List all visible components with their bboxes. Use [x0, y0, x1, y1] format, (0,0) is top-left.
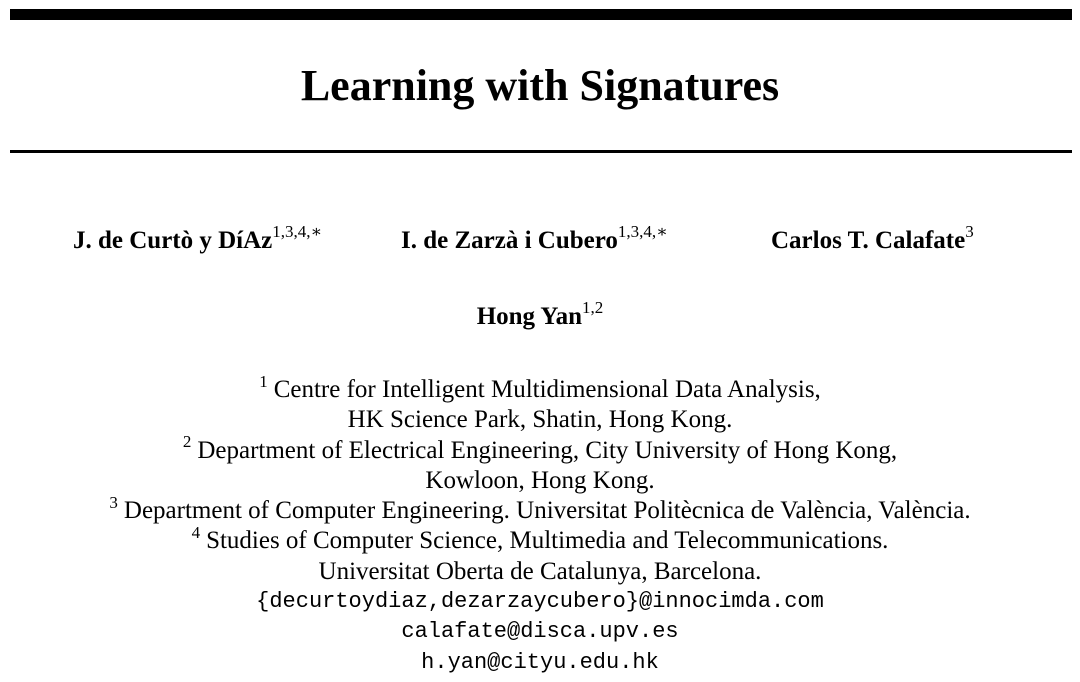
- author-2: [401, 221, 668, 256]
- affiliation-3-line-1: [0, 492, 1080, 526]
- author-affiliation-marks: 1,3,4,∗: [617, 221, 668, 241]
- email-3: h.yan@cityu.edu.hk: [421, 649, 659, 675]
- affiliation-2-line-1: [0, 432, 1080, 466]
- affiliation-mark: 3: [109, 492, 118, 512]
- affiliations-block: [0, 371, 1080, 678]
- author-name: J. de Curtò y DíAz: [73, 227, 273, 254]
- affiliation-1-line-2: HK Science Park, Shatin, Hong Kong.: [347, 406, 733, 434]
- title-bottom-rule: [10, 150, 1072, 153]
- author-affiliation-marks: 1,3,4,∗: [272, 221, 323, 241]
- affiliation-2-line-2: Kowloon, Hong Kong.: [425, 466, 655, 494]
- author-name: I. de Zarzà i Cubero: [401, 227, 618, 254]
- author-1: [73, 221, 323, 256]
- affiliation-text: Centre for Intelligent Multidimensional Data Analysis,: [273, 376, 821, 403]
- top-rule: [10, 9, 1072, 20]
- affiliation-mark: 4: [191, 523, 201, 543]
- author-affiliation-marks: 1,2: [582, 297, 604, 317]
- paper-title: Learning with Signatures: [300, 61, 780, 110]
- affiliation-text: Department of Computer Engineering. Universitat Politècnica de València, València.: [123, 497, 971, 525]
- email-1: {decurtoydiaz,dezarzaycubero}@innocimda.com: [256, 589, 824, 615]
- author-4: [0, 297, 1080, 332]
- affiliation-text: Studies of Computer Science, Multimedia and Telecommunications.: [206, 527, 889, 555]
- affiliation-1-line-1: [0, 371, 1080, 405]
- affiliation-text: Department of Electrical Engineering, City University of Hong Kong,: [197, 436, 898, 464]
- author-3: [771, 221, 974, 256]
- affiliation-mark: 2: [182, 432, 192, 452]
- affiliation-4-line-1: [0, 523, 1080, 556]
- affiliation-mark: 1: [259, 371, 268, 391]
- affiliation-4-line-2: Universitat Oberta de Catalunya, Barcelona.: [318, 557, 762, 585]
- email-2: calafate@disca.upv.es: [401, 619, 679, 645]
- author-name: Hong Yan: [476, 303, 583, 330]
- author-name: Carlos T. Calafate: [771, 227, 966, 254]
- author-affiliation-marks: 3: [965, 221, 974, 241]
